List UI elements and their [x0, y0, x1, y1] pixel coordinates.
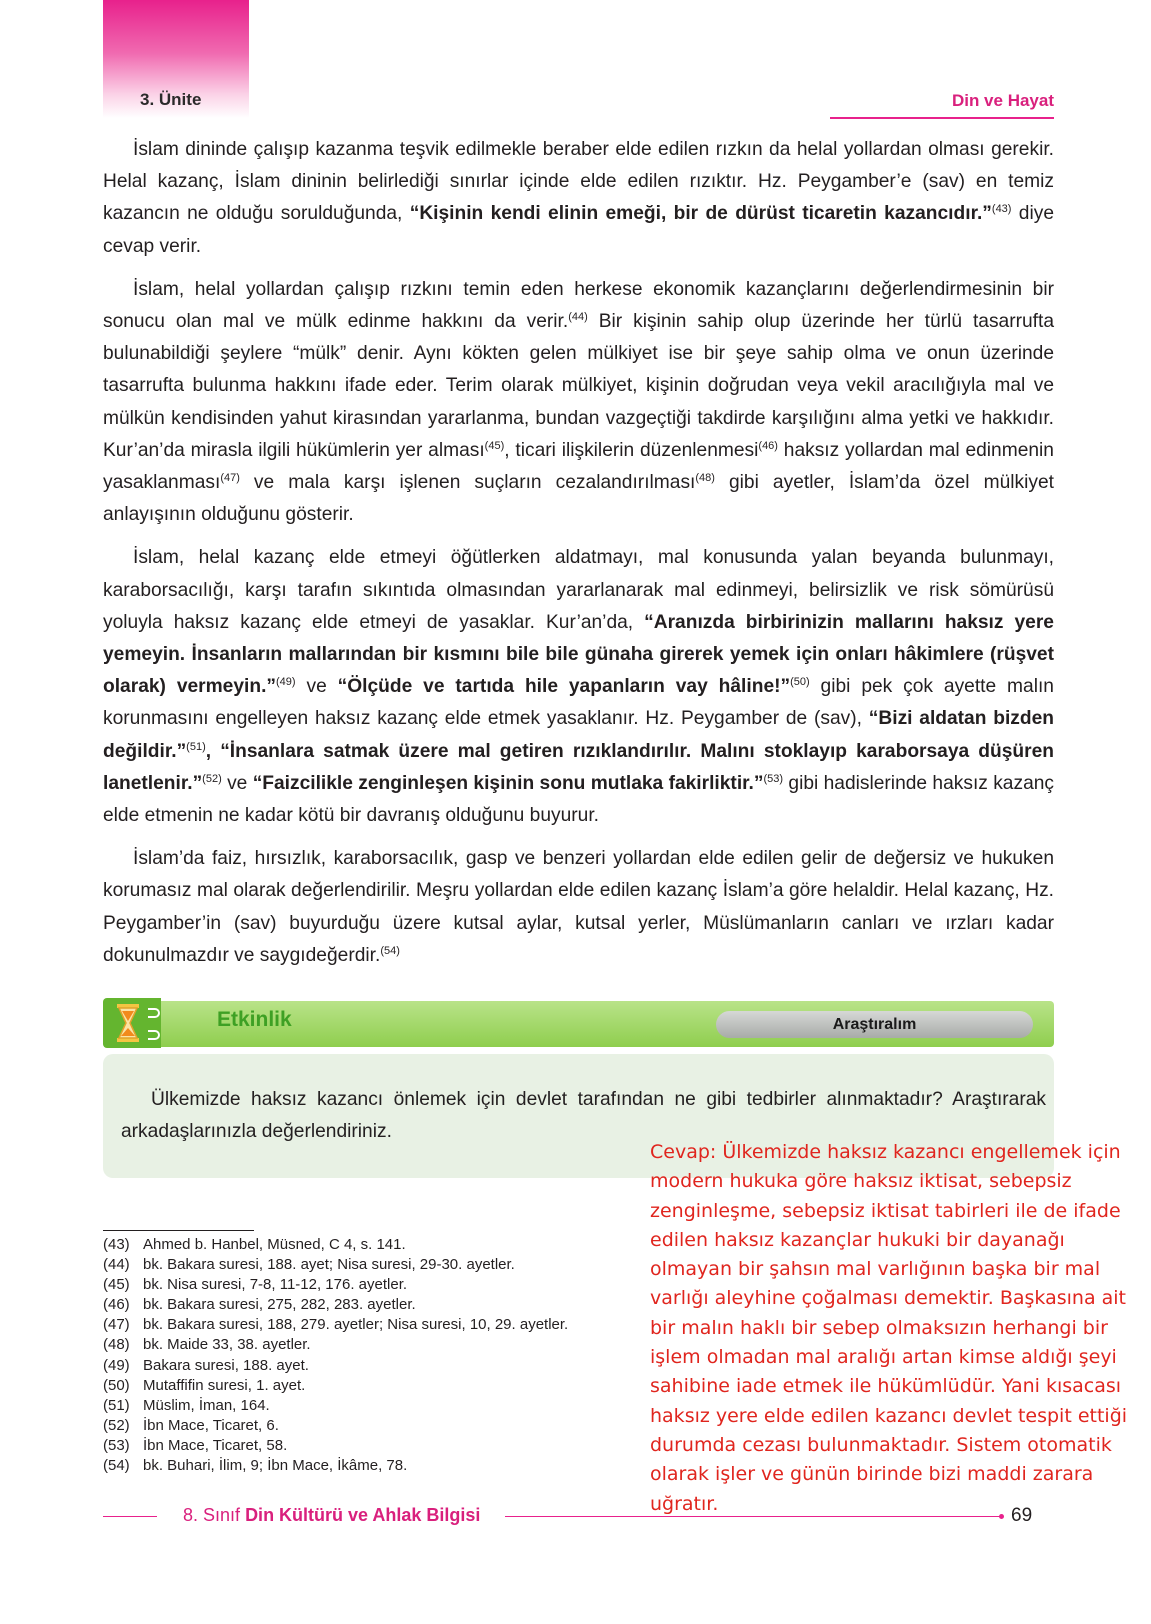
paragraph-1: İslam dininde çalışıp kazanma teşvik edilmekle beraber elde edilen rızkın da helal yollardan olması gerekir. Helal kazanç, İslam dininin belirlediği sınırlar içinde elde edilen rızıktır. Hz. Peygamber’e (sav) en temiz kazancın ne olduğu sorulduğunda, “Kişinin kendi elinin emeği, bir de dürüst ticaretin kazancıdır.”$^{(43)}$ diye cevap verir.: [103, 139, 1055, 257]
handwritten-answer: Cevap: Ülkemizde haksız kazancı engellemek için modern hukuka göre haksız iktisat, sebepsiz zenginleşme, sebepsiz iktisat tabirleri ile de ifade edilen haksız kazançlar hukuki bir dayanağı olmayan bir şahsın mal varlığının başka bir mal varlığı aleyhine çoğalması demektir. Başkasına ait bir malın haklı bir sebep olmaksızın herhangi bir işlem olmadan mal aralığı artan kimse aldığı şeyi sahibine iade etmek ile hükümlüdür. Yani kısacası haksız yere elde edilen kazancı devlet tespit ettiği durumda cezası bulunmaktadır. Sistem otomatik olarak işler ve günün birinde bizi maddi zarara uğratır.: [650, 1141, 1128, 1515]
paragraph-2: İslam, helal yollardan çalışıp rızkını temin eden herkese ekonomik kazançlarını değerlendirmesinin bir sonucu olan mal ve mülk edinme hakkını da verir.$^{(44)}$ Bir kişinin sahip olup üzerinde her türlü tasarrufta bulunabildiği şeylere “mülk” denir. Aynı kökten gelen mülkiyet ise bir şeye sahip olma ve onun üzerinde tasarrufta bulunma hakkını ifade eder. Terim olarak mülkiyet, kişinin doğrudan veya vekil aracılığıyla mal ve mülkün kendisinden yahut kirasından yararlanma, bundan vazgeçtiği takdirde karşılığını alma yetki ve hakkıdır. Kur’an’da mirasla ilgili hükümlerin yer alması$^{(45)}$, ticari ilişkilerin düzenlenmesi$^{(46)}$ haksız yollardan mal edinmenin yasaklanması$^{(47)}$ ve mala karşı işlenen suçların cezalandırılması$^{(48)}$ gibi ayetler, İslam’da özel mülkiyet anlayışının olduğunu gösterir.: [103, 278, 1054, 526]
paragraph-3: İslam, helal kazanç elde etmeyi öğütlerken aldatmayı, mal konusunda yalan beyanda bulunmayı, karaborsacılığı, karşı tarafın sıkıntıda olmasından yararlanarak mal edinmeyi, belirsizlik ve risk sömürüsü yoluyla haksız kazanç elde etmeyi de yasaklar. Kur’an’da, “Aranızda birbirinizin mallarını haksız yere yemeyin. İnsanların mallarından bir kısmını bile bile günaha girerek yemek için onları hâkimlere (rüşvet olarak) vermeyin.”$^{(49)}$ ve “Ölçüde ve tartıda hile yapanların vay hâline!”$^{(50)}$ gibi pek çok ayette malın korunmasını engelleyen haksız kazanç elde etmek yasaklanır. Hz. Peygamber de (sav), “Bizi aldatan bizden değildir.”$^{(51)}$, “İnsanlara satmak üzere mal getiren rızıklandırılır. Malını stoklayıp karaborsaya düşüren lanetlenir.”$^{(52)}$ ve “Faizcilikle zenginleşen kişinin sonu mutlaka fakirliktir.”$^{(53)}$ gibi hadislerinde haksız kazanç elde etmenin ne kadar kötü bir davranış olduğunu buyurur.: [103, 547, 1055, 827]
hadith-quote: “Faizcilikle zenginleşen kişinin sonu mutlaka fakirliktir.”: [252, 772, 764, 794]
activity-tag: Araştıralım: [716, 1011, 1033, 1038]
ayah-quote: “Ölçüde ve tartıda hile yapanların vay hâline!”: [337, 676, 791, 698]
paragraph-4: İslam’da faiz, hırsızlık, karaborsacılık, gasp ve benzeri yollardan elde edilen gelir de değersiz ve hukuken korumasız mal olarak değerlendirilir. Meşru yollardan elde edilen kazanç İslam’a göre helaldir. Helal kazanç, Hz. Peygamber’in (sav) buyurduğu üzere kutsal aylar, kutsal yerler, Müslümanların canları ve ırzları kadar dokunulmazdır ve saygıdeğerdir.$^{(54)}$: [103, 848, 1054, 966]
footnote-item: (46) bk. Bakara suresi, 275, 282, 283. ayetler.: [103, 1296, 416, 1314]
hourglass-icon: [103, 998, 161, 1048]
footnote-item: (50) Mutaffifin suresi, 1. ayet.: [103, 1376, 306, 1394]
page-number: 69: [1011, 1505, 1033, 1526]
footnote-item: (52) İbn Mace, Ticaret, 6.: [103, 1416, 279, 1434]
footnote-ref: (45): [484, 439, 505, 452]
hadith-quote: “Bizi aldatan bizden değildir.”: [103, 708, 1054, 762]
footnote-ref: (48): [695, 472, 715, 485]
binder-ring-icon: [148, 1030, 160, 1040]
footnote-ref: (43): [991, 203, 1012, 216]
footnote-item: (54) bk. Buhari, İlim, 9; İbn Mace, İkâme, 78.: [103, 1457, 408, 1475]
footnote-item: (47) bk. Bakara suresi, 188, 279. ayetler; Nisa suresi, 10, 29. ayetler.: [103, 1316, 569, 1334]
activity-title: Etkinlik: [217, 1008, 292, 1031]
footnote-ref: (44): [568, 311, 588, 324]
footnote-ref: (53): [763, 772, 784, 785]
footnote-item: (43) Ahmed b. Hanbel, Müsned, C 4, s. 141.: [103, 1236, 406, 1253]
footer-book-title: 8. Sınıf Din Kültürü ve Ahlak Bilgisi: [183, 1505, 481, 1525]
footnote-item: (53) İbn Mace, Ticaret, 58.: [103, 1436, 288, 1454]
footnote-item: (44) bk. Bakara suresi, 188. ayet; Nisa suresi, 29-30. ayetler.: [103, 1256, 515, 1274]
footnote-ref: (51): [186, 740, 206, 753]
main-text: [103, 134, 1054, 983]
activity-icon-box: [103, 998, 161, 1048]
section-title: Din ve Hayat: [951, 91, 1054, 110]
ayah-quote: “Aranızda birbirinizin mallarını haksız yere yemeyin. İnsanların mallarından bir kısmını bile bile günaha girerek yemek için onları hâkimlere (rüşvet olarak) vermeyin.”: [103, 611, 1054, 698]
footnote-divider: [103, 1230, 254, 1231]
footer-rule-left: [103, 1516, 157, 1517]
binder-ring-icon: [148, 1008, 160, 1018]
footnote-ref: (46): [758, 439, 778, 452]
footnote-ref: (49): [276, 676, 296, 689]
unit-label: 3. Ünite: [140, 90, 202, 109]
footnote-ref: (52): [202, 772, 222, 785]
footnote-item: (45) bk. Nisa suresi, 7-8, 11-12, 176. ayetler.: [103, 1276, 408, 1294]
footnote-ref: (50): [790, 676, 810, 689]
footnote-ref: (54): [380, 944, 400, 957]
activity-question: Ülkemizde haksız kazancı önlemek için devlet tarafından ne gibi tedbirler alınmaktadır? Araştırarak arkadaşlarınızla değerlendiriniz.: [121, 1089, 1046, 1142]
footnote-item: (51) Müslim, İman, 164.: [103, 1396, 270, 1414]
footer-dot: [999, 1514, 1004, 1519]
footer-rule-right: [505, 1516, 1002, 1517]
footnote-list: [103, 1235, 568, 1476]
hadith-quote: “İnsanlara satmak üzere mal getiren rızıklandırılır. Malını stoklayıp karaborsaya düşüren lanetlenir.”: [103, 740, 1054, 794]
footnote-item: (48) bk. Maide 33, 38. ayetler.: [103, 1336, 311, 1354]
section-title-underline: [830, 117, 1054, 119]
footnote-item: (49) Bakara suresi, 188. ayet.: [103, 1356, 309, 1374]
hadith-quote: “Kişinin kendi elinin emeği, bir de dürüst ticaretin kazancıdır.”: [409, 203, 992, 225]
footnote-ref: (47): [220, 472, 240, 485]
